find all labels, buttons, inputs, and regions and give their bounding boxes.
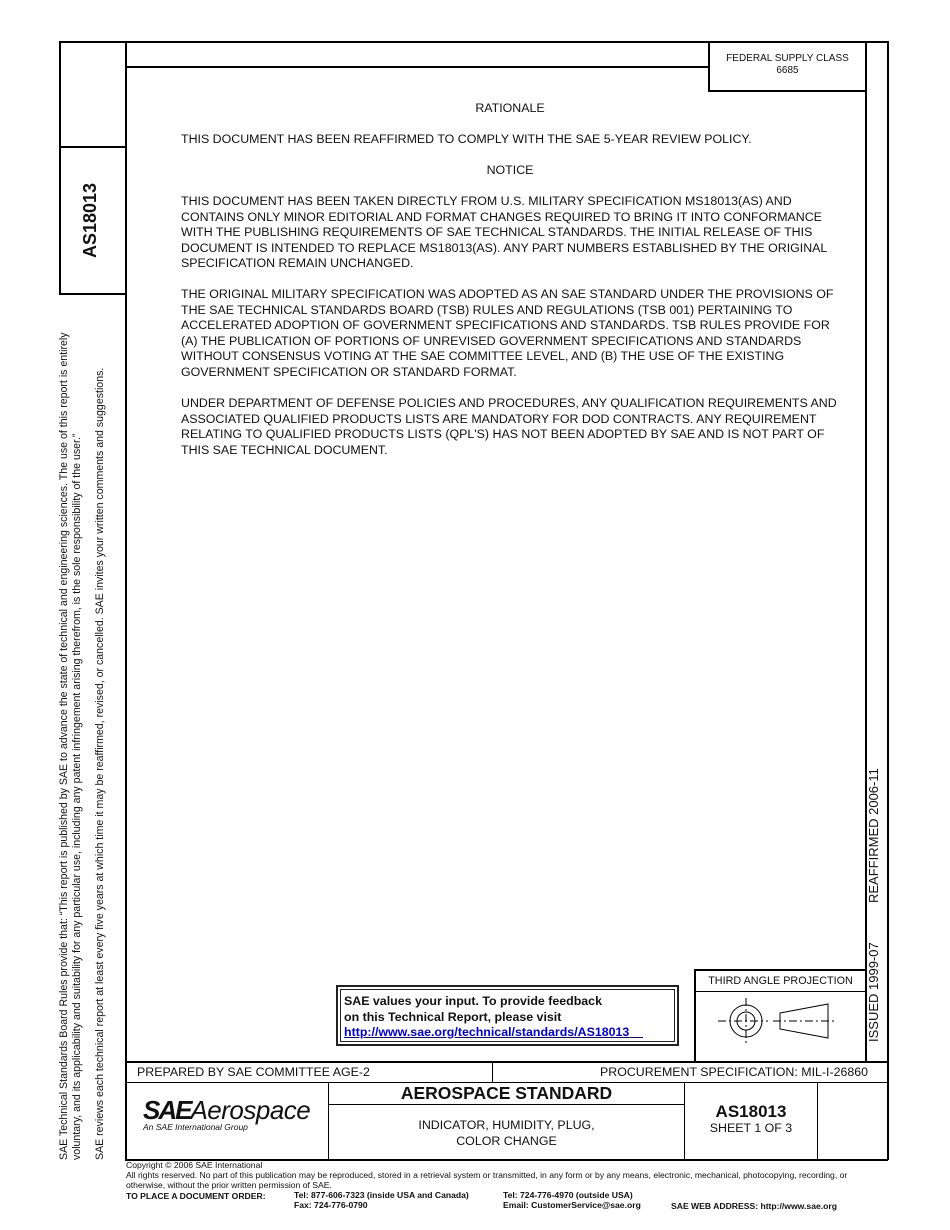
fsc-box-bottom <box>708 90 866 92</box>
prepared-divider <box>492 1061 493 1083</box>
reaffirmed-date: REAFFIRMED 2006-11 <box>866 768 881 903</box>
rationale-text: THIS DOCUMENT HAS BEEN REAFFIRMED TO COMPLY WITH THE SAE 5-YEAR REVIEW POLICY. <box>181 132 752 146</box>
rationale-heading: RATIONALE <box>475 101 545 115</box>
rights-line2: otherwise, without the prior written permission of SAE. <box>126 1179 332 1190</box>
frame-inner-left <box>125 41 127 1160</box>
notice-line: DOCUMENT IS INTENDED TO REPLACE MS18013(AS). ANY PART NUMBERS ESTABLISHED BY THE ORIGINAL <box>181 240 828 255</box>
title-line: INDICATOR, HUMIDITY, PLUG, <box>418 1118 595 1132</box>
notice-paragraph-1 <box>181 194 827 272</box>
notice-line: WITH THE PUBLISHING REQUIREMENTS OF SAE TECHNICAL STANDARDS. THE INITIAL RELEASE OF THIS <box>181 225 813 240</box>
frame-left <box>59 41 61 294</box>
notice-line: WITHOUT CONSENSUS VOTING AT THE SAE COMMITTEE LEVEL, AND (B) THE USE OF THE EXISTING <box>181 349 785 364</box>
notice-line: UNDER DEPARTMENT OF DEFENSE POLICIES AND PROCEDURES, ANY QUALIFICATION REQUIREMENTS AND <box>181 396 837 410</box>
tel-inside: Tel: 877-606-7323 (inside USA and Canada) <box>294 1190 469 1200</box>
feedback-link[interactable]: http://www.sae.org/technical/standards/AS18013 <box>344 1025 630 1039</box>
standard-type: AEROSPACE STANDARD <box>400 1083 613 1103</box>
issued-date: ISSUED 1999-07 <box>866 942 881 1042</box>
header-rule <box>125 66 709 68</box>
document-number: AS18013 <box>715 1102 787 1121</box>
number-right-divider <box>817 1082 818 1160</box>
order-contacts-2 <box>503 1191 641 1211</box>
notice-line: THIS DOCUMENT HAS BEEN TAKEN DIRECTLY FROM U.S. MILITARY SPECIFICATION MS18013(AS) AND <box>181 194 792 208</box>
notice-line: GOVERNMENT SPECIFICATION OR STANDARD FORMAT. <box>181 364 517 379</box>
notice-line: THE SAE TECHNICAL STANDARDS BOARD (TSB) RULES AND REGULATIONS (TSB 001) PERTAINING TO <box>181 302 793 317</box>
footer <box>126 1161 847 1190</box>
fax: Fax: 724-776-0790 <box>294 1199 368 1210</box>
web-address: SAE WEB ADDRESS: http://www.sae.org <box>671 1201 837 1211</box>
side-doc-number: AS18013 <box>80 182 100 258</box>
notice-line: SPECIFICATION REMAIN UNCHANGED. <box>181 256 414 271</box>
frame-left-box-bottom <box>59 293 126 295</box>
frame-right-inner <box>865 41 867 1062</box>
rights-line1: All rights reserved. No part of this publication may be reproduced, stored in a retrieval system or transmitted, in any form or by any means, electronic, mechanical, photocopying, recording, or <box>126 1169 848 1180</box>
notice-line: (A) THE PUBLICATION OF PORTIONS OF UNREVISED GOVERNMENT SPECIFICATIONS AND STANDARDS <box>181 333 802 348</box>
tel-outside: Tel: 724-776-4970 (outside USA) <box>503 1190 633 1200</box>
notice-line: RELATING TO QUALIFIED PRODUCTS LISTS (QPL'S) HAS NOT BEEN ADOPTED BY SAE AND IS NOT PART OF <box>181 427 825 442</box>
notice-paragraph-3 <box>181 396 837 458</box>
projection-box-top <box>694 969 866 971</box>
title-line: COLOR CHANGE <box>456 1134 557 1148</box>
side-note-line2: voluntary, and its applicability and suitability for any particular use, including any patent infringement arising therefrom, is the sole responsibility of the user.” <box>71 433 83 1160</box>
logo-brand: SAE <box>143 1095 191 1125</box>
copyright: Copyright © 2006 SAE International <box>126 1160 263 1170</box>
notice-line: ACCELERATED ADOPTION OF GOVERNMENT SPECIFICATIONS AND STANDARDS. TSB RULES PROVIDE FOR <box>181 318 830 333</box>
logo-tagline: An SAE International Group <box>143 1122 248 1132</box>
notice-heading: NOTICE <box>486 163 534 177</box>
frame-top <box>59 41 888 43</box>
logo-word: Aerospace <box>190 1095 311 1125</box>
side-note-line1: SAE Technical Standards Board Rules provide that: “This report is published by SAE to advance the state of technical and engineering sciences. The use of this report is entirely <box>58 332 70 1160</box>
third-angle-projection-icon <box>718 998 848 1044</box>
feedback-box <box>336 985 679 1046</box>
sheet-number: SHEET 1 OF 3 <box>709 1121 793 1135</box>
projection-label-divider <box>694 991 866 992</box>
frame-right-outer <box>887 41 889 1160</box>
notice-line: THE ORIGINAL MILITARY SPECIFICATION WAS ADOPTED AS AN SAE STANDARD UNDER THE PROVISIONS OF <box>181 287 834 301</box>
notice-line: CONTAINS ONLY MINOR EDITORIAL AND FORMAT CHANGES REQUIRED TO BRING IT INTO CONFORMANCE <box>181 209 822 224</box>
title-block-top <box>125 1061 888 1063</box>
notice-line: ASSOCIATED QUALIFIED PRODUCTS LISTS ARE MANDATORY FOR DOD CONTRACTS. ANY REQUIREMENT <box>181 411 817 426</box>
feedback-line1: SAE values your input. To provide feedback <box>344 994 602 1008</box>
fsc-value: 6685 <box>776 65 799 76</box>
procurement-spec: PROCUREMENT SPECIFICATION: MIL-I-26860 <box>600 1065 869 1079</box>
order-contacts-1 <box>294 1191 469 1211</box>
frame-left-box-divider <box>59 146 126 148</box>
side-note-line3: SAE reviews each technical report at least every five years at which time it may be reaffirmed, revised, or cancelled. SAE invites your written comments and suggestions. <box>94 367 106 1160</box>
feedback-line2: on this Technical Report, please visit <box>344 1009 562 1024</box>
email: Email: CustomerService@sae.org <box>503 1199 641 1210</box>
notice-paragraph-2 <box>181 287 833 381</box>
sae-aerospace-logo <box>143 1095 310 1132</box>
order-label: TO PLACE A DOCUMENT ORDER: <box>126 1191 266 1201</box>
prepared-by: PREPARED BY SAE COMMITTEE AGE-2 <box>137 1065 370 1079</box>
standard-type-rule <box>328 1104 685 1105</box>
fsc-label: FEDERAL SUPPLY CLASS <box>726 53 849 64</box>
projection-label: THIRD ANGLE PROJECTION <box>708 975 853 987</box>
document-title <box>329 1117 684 1149</box>
federal-supply-class <box>710 53 865 77</box>
notice-line: THIS SAE TECHNICAL DOCUMENT. <box>181 442 388 457</box>
